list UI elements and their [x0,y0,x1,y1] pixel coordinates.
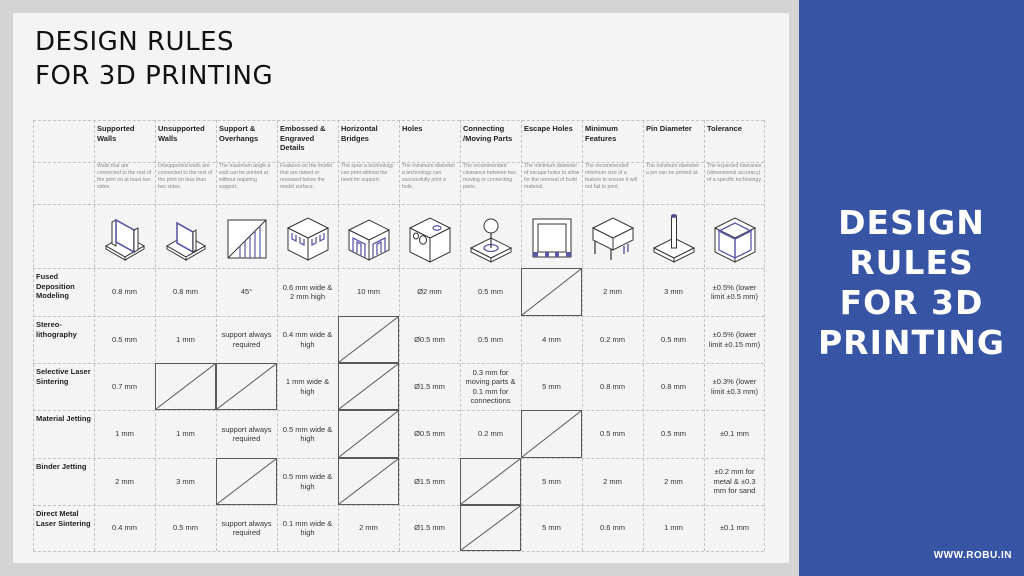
table-cell [94,458,155,505]
cell-value: 5 mm [542,381,561,391]
row-header: Direct Metal Laser Sintering [36,509,91,528]
row-header: Binder Jetting [36,462,87,471]
not-applicable-cell [460,458,521,505]
table-cell [399,410,460,458]
design-rules-sheet [13,13,789,563]
column-header: Holes [402,124,423,133]
holes-icon [401,206,459,266]
cell-value: ±0.1 mm [719,429,750,439]
table-cell [460,316,521,363]
cell-value: 0.2 mm [599,334,625,344]
table-cell [216,268,277,316]
cell-value: Ø0.5 mm [414,429,445,439]
table-cell [155,316,216,363]
not-applicable-cell [155,363,216,410]
table-cell [155,268,216,316]
cell-value: 0.8 mm [172,287,198,297]
table-cell [399,316,460,363]
pin-diameter-icon [645,206,703,266]
table-cell [338,505,399,551]
cell-value: ±0.5% (lower limit ±0.5 mm) [710,282,759,301]
cell-value: 0.5 mm [660,429,686,439]
cell-value: 0.5 mm [172,523,198,533]
table-cell [643,505,704,551]
column-description: The minimum diameter of escape holes to allow for the removal of build material. [524,163,580,190]
cell-value: 2 mm [603,476,622,486]
overhang-icon [218,206,276,266]
table-cell [216,316,277,363]
table-cell [94,363,155,410]
column-description: Walls that are connected to the rest of the print on at least two sides. [97,163,152,190]
table-cell [155,458,216,505]
cell-value: 0.8 mm [599,381,625,391]
column-header: Supported Walls [97,124,135,143]
table-cell [94,505,155,551]
table-cell [94,410,155,458]
grid-line-horizontal [33,120,764,121]
escape-holes-icon [523,206,581,266]
table-cell [277,505,338,551]
cell-value: 1 mm [176,429,195,439]
cell-value: 3 mm [664,287,683,297]
table-cell [399,268,460,316]
not-applicable-cell [338,363,399,410]
not-applicable-cell [216,458,277,505]
table-cell [277,458,338,505]
cell-value: support always required [221,518,272,537]
side-title-line: RULES [849,243,974,282]
cell-value: support always required [221,330,272,349]
table-cell [704,458,765,505]
table-cell [582,505,643,551]
table-cell [643,410,704,458]
table-cell [460,363,521,410]
table-cell [277,410,338,458]
cell-value: 2 mm [115,476,134,486]
supported-walls-icon [96,206,154,266]
row-header: Stereo-lithography [36,320,77,339]
side-title-line: PRINTING [818,323,1005,362]
cell-value: 0.5 mm wide & high [282,472,333,491]
table-cell [155,505,216,551]
column-description: The recommended clearance between two moving or connecting parts. [463,163,517,190]
side-title-line: DESIGN [838,203,985,242]
column-header: Support & Overhangs [219,124,259,143]
cell-value: 1 mm [664,523,683,533]
grid-line-horizontal [33,551,764,552]
cell-value: Ø2 mm [417,287,442,297]
cell-value: 2 mm [664,476,683,486]
cell-value: 0.5 mm [111,334,137,344]
column-description: The expected tolerance (dimensional accuracy) of a specific technology. [707,163,762,183]
side-panel-title [799,203,1024,363]
cell-value: 2 mm [603,287,622,297]
connecting-parts-icon [462,206,520,266]
column-header: Horizontal Bridges [341,124,378,143]
sheet-title-line-1: DESIGN RULES [35,27,234,57]
table-cell [460,410,521,458]
column-description: The maximum angle a wall can be printed at without requiring support. [219,163,271,190]
cell-value: 0.8 mm [111,287,137,297]
table-cell [155,410,216,458]
cell-value: support always required [221,424,272,443]
table-cell [216,410,277,458]
column-header: Embossed & Engraved Details [280,124,326,152]
cell-value: 10 mm [357,287,380,297]
column-header: Unsupported Walls [158,124,205,143]
cell-value: Ø1.5 mm [414,381,445,391]
side-title-line: FOR 3D [839,283,984,322]
cell-value: 1 mm [115,429,134,439]
table-cell [704,410,765,458]
table-cell [277,316,338,363]
cell-value: 2 mm [359,523,378,533]
column-description: The minimum diameter a technology can successfully print a hole. [402,163,456,190]
not-applicable-cell [216,363,277,410]
side-panel [799,0,1024,576]
table-cell [704,363,765,410]
table-cell [643,268,704,316]
not-applicable-cell [521,268,582,316]
cell-value: Ø1.5 mm [414,523,445,533]
website-url: WWW.ROBU.IN [933,550,1012,561]
cell-value: 0.6 mm [599,523,625,533]
cell-value: 0.7 mm [111,381,137,391]
not-applicable-cell [338,458,399,505]
sheet-title [35,25,355,93]
table-cell [521,363,582,410]
cell-value: 0.5 mm [660,334,686,344]
table-cell [216,505,277,551]
table-cell [94,268,155,316]
table-cell [521,505,582,551]
table-cell [582,458,643,505]
cell-value: 5 mm [542,476,561,486]
horizontal-bridge-icon [340,206,398,266]
cell-value: 45° [240,287,253,297]
table-cell [338,268,399,316]
table-cell [582,363,643,410]
grid-line-vertical [33,120,34,551]
cell-value: 1 mm wide & high [285,377,330,396]
cell-value: 1 mm [176,334,195,344]
row-header: Material Jetting [36,414,92,423]
column-header: Pin Diameter [646,124,692,133]
cell-value: Ø0.5 mm [414,334,445,344]
table-cell [277,268,338,316]
cell-value: 4 mm [542,334,561,344]
cell-value: ±0.2 mm for metal & ±0.3 mm for sand [713,467,756,496]
column-header: Escape Holes [524,124,573,133]
table-cell [399,363,460,410]
cell-value: Ø1.5 mm [414,476,445,486]
sheet-title-line-2: FOR 3D PRINTING [35,61,274,91]
cell-value: 0.1 mm wide & high [282,518,333,537]
table-cell [704,505,765,551]
column-description: Unsupported walls are connected to the rest of the print on less than two sides. [158,163,213,190]
cell-value: 3 mm [176,476,195,486]
table-cell [582,410,643,458]
cell-value: ±0.3% (lower limit ±0.3 mm) [710,377,759,396]
column-description: The span a technology can print without the need for support. [341,163,394,183]
minimum-features-icon [584,206,642,266]
table-cell [521,316,582,363]
cell-value: 0.5 mm [599,429,625,439]
column-header: Tolerance [707,124,742,133]
column-header: Connecting /Moving Parts [463,124,513,143]
column-description: The minimum diameter a pin can be printed at. [646,163,700,176]
tolerance-icon [706,206,764,266]
grid-line-horizontal [33,204,764,205]
table-cell [277,363,338,410]
not-applicable-cell [460,505,521,551]
embossed-engraved-icon [279,206,337,266]
table-cell [399,458,460,505]
cell-value: 5 mm [542,523,561,533]
cell-value: 0.5 mm [477,334,503,344]
table-cell [643,363,704,410]
table-cell [643,458,704,505]
cell-value: 0.8 mm [660,381,686,391]
unsupported-walls-icon [157,206,215,266]
cell-value: 0.6 mm wide & 2 mm high [282,282,333,301]
cell-value: 0.5 mm wide & high [282,424,333,443]
not-applicable-cell [338,410,399,458]
cell-value: ±0.1 mm [719,523,750,533]
cell-value: 0.2 mm [477,429,503,439]
cell-value: 0.3 mm for moving parts & 0.1 mm for connections [465,367,516,405]
row-header: Selective Laser Sintering [36,367,91,386]
table-cell [399,505,460,551]
cell-value: 0.4 mm [111,523,137,533]
cell-value: ±0.5% (lower limit ±0.15 mm) [708,330,761,349]
table-cell [521,458,582,505]
column-header: Minimum Features [585,124,618,143]
row-header: Fused Deposition Modeling [36,272,75,300]
column-description: The recommended minimum size of a feature to ensure it will not fail to print. [585,163,637,190]
not-applicable-cell [338,316,399,363]
table-cell [460,268,521,316]
table-cell [704,268,765,316]
table-cell [94,316,155,363]
cell-value: 0.5 mm [477,287,503,297]
table-cell [643,316,704,363]
table-cell [582,268,643,316]
not-applicable-cell [521,410,582,458]
table-cell [704,316,765,363]
column-description: Features on the model that are raised or recessed below the model surface. [280,163,332,190]
table-cell [582,316,643,363]
cell-value: 0.4 mm wide & high [282,330,333,349]
